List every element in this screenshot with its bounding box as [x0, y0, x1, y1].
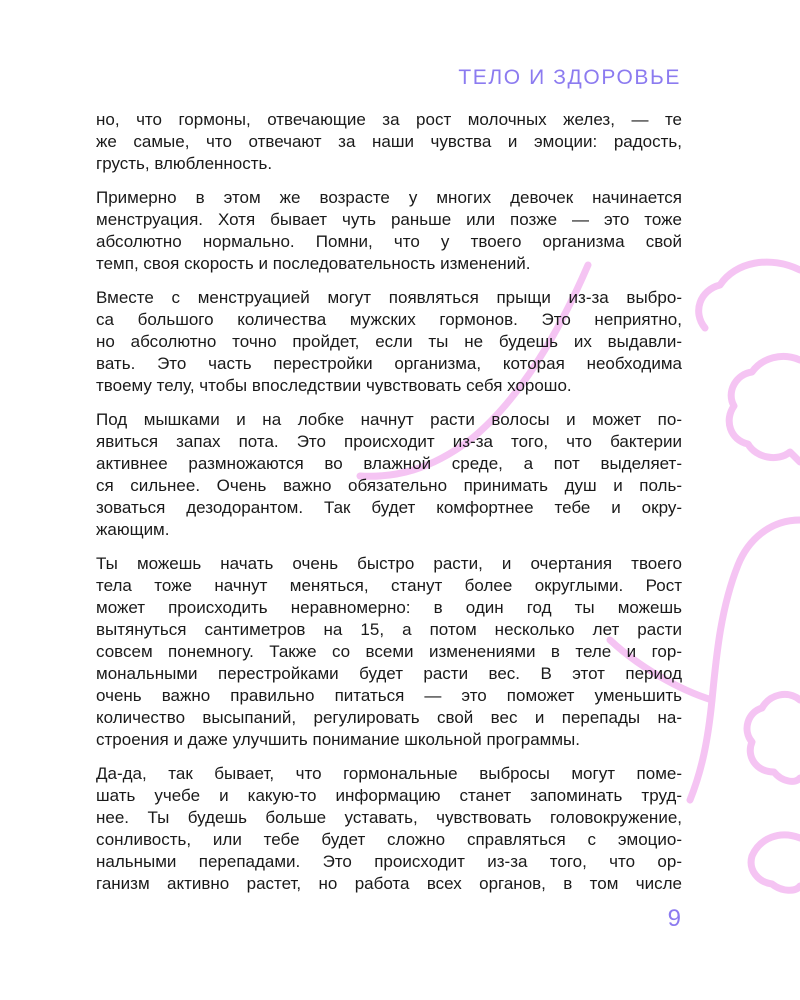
text-line: темп, своя скорость и последовательность изменений.: [96, 254, 531, 273]
text-line: Вместе с менструацией могут появляться прыщи из-за выбро-: [96, 288, 682, 307]
text-line: са большого количества мужских гормонов. Это неприятно,: [96, 310, 682, 329]
paragraph: [96, 109, 682, 175]
text-line: явиться запах пота. Это происходит из-за того, что бактерии: [96, 432, 682, 451]
text-line: ганизм активно растет, но работа всех органов, в том числе: [96, 874, 682, 893]
text-line: грусть, влюбленность.: [96, 154, 273, 173]
text-line: Примерно в этом же возрасте у многих девочек начинается: [96, 188, 682, 207]
text-line: Да-да, так бывает, что гормональные выбросы могут поме-: [96, 764, 682, 783]
text-line: мональными перестройками будет расти вес. В этот период: [96, 664, 682, 683]
body-text: [96, 109, 682, 907]
text-line: совсем понемногу. Также со всеми изменениями в теле и гор-: [96, 642, 682, 661]
text-line: же самые, что отвечают за наши чувства и эмоции: радость,: [96, 132, 682, 151]
paragraph: [96, 553, 682, 751]
paragraph: [96, 409, 682, 541]
text-line: твоему телу, чтобы впоследствии чувствовать себя хорошо.: [96, 376, 572, 395]
paragraph: [96, 287, 682, 397]
text-line: активнее размножаются во влажной среде, а пот выделяет-: [96, 454, 682, 473]
text-line: менструация. Хотя бывает чуть раньше или позже — это тоже: [96, 210, 682, 229]
text-line: Ты можешь начать очень быстро расти, и очертания твоего: [96, 554, 682, 573]
text-line: тела тоже начнут меняться, станут более округлыми. Рост: [96, 576, 682, 595]
text-line: жающим.: [96, 520, 170, 539]
running-title: ТЕЛО И ЗДОРОВЬЕ: [458, 66, 681, 89]
page-number: 9: [667, 905, 681, 932]
text-line: вать. Это часть перестройки организма, которая необходима: [96, 354, 682, 373]
text-line: но, что гормоны, отвечающие за рост молочных желез, — те: [96, 110, 682, 129]
text-line: но абсолютно точно пройдет, если ты не будешь их выдавли-: [96, 332, 682, 351]
text-line: может происходить неравномерно: в один год ты можешь: [96, 598, 682, 617]
text-line: количество высыпаний, регулировать свой вес и перепады на-: [96, 708, 682, 727]
text-line: зоваться дезодорантом. Так будет комфортнее тебе и окру-: [96, 498, 682, 517]
text-line: сонливость, или тебе будет сложно справляться с эмоцио-: [96, 830, 682, 849]
text-line: ся сильнее. Очень важно обязательно принимать душ и поль-: [96, 476, 682, 495]
text-line: нальными перепадами. Это происходит из-за того, что ор-: [96, 852, 682, 871]
paragraph: [96, 187, 682, 275]
text-line: Под мышками и на лобке начнут расти волосы и может по-: [96, 410, 682, 429]
text-line: вытянуться сантиметров на 15, а потом несколько лет расти: [96, 620, 682, 639]
paragraph: [96, 763, 682, 895]
text-line: нее. Ты будешь больше уставать, чувствовать головокружение,: [96, 808, 682, 827]
text-line: очень важно правильно питаться — это поможет уменьшить: [96, 686, 682, 705]
text-line: строения и даже улучшить понимание школьной программы.: [96, 730, 580, 749]
text-line: абсолютно нормально. Помни, что у твоего организма свой: [96, 232, 682, 251]
text-line: шать учебе и какую-то информацию станет запоминать труд-: [96, 786, 682, 805]
